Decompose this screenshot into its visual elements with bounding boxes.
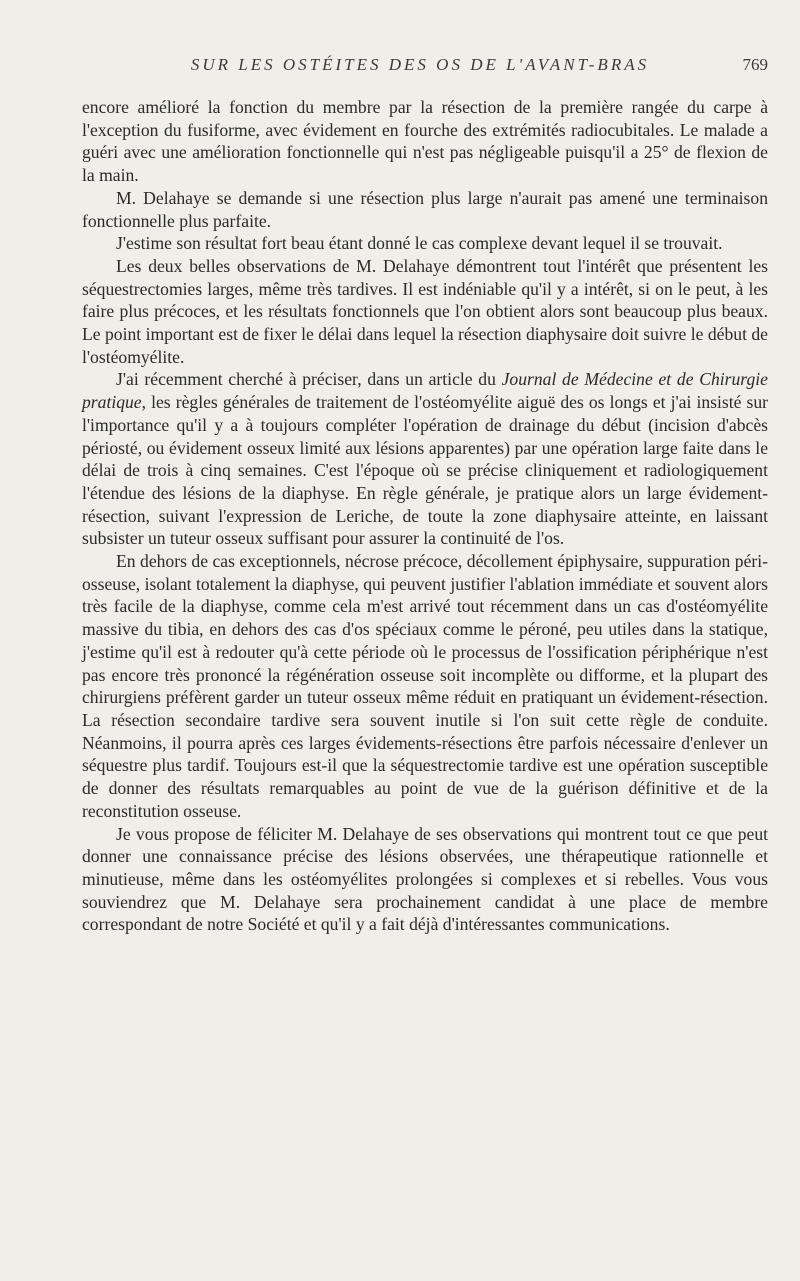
paragraph-1: encore amélioré la fonction du membre par la résection de la première rangée du carpe à l'exception du fusiforme, avec évidement en fourche des extrémités radiocubitales. Le malade a guéri avec une amélioration fonctionnelle qui n'est pas négligeable puisqu'il a 25° de flexion de la main. — [82, 97, 768, 186]
page-number: 769 — [742, 55, 768, 74]
body-text — [82, 96, 768, 936]
page-header — [80, 55, 768, 83]
paragraph-2: M. Delahaye se demande si une résection plus large n'aurait pas amené une terminaison fonctionnelle plus parfaite. — [82, 187, 768, 231]
paragraph-5 — [82, 368, 768, 550]
paragraph-4: Les deux belles observations de M. Delahaye démontrent tout l'intérêt que présentent les séquestrectomies larges, même très tardives. Il est indéniable qu'il y a intérêt, si on le peut, à les faire plus précoces, et les résultats fonctionnels que l'on obtient alors sont beaucoup plus beaux. Le point important est de fixer le délai dans lequel la résection diaphysaire doit suivre le début de l'ostéomyélite. — [82, 255, 768, 367]
paragraph-7: Je vous propose de féliciter M. Delahaye de ses observations qui montrent tout ce que peut donner une connaissance précise des lésions observées, une thérapeutique rationnelle et minutieuse, même dans les ostéomyélites prolongées si complexes et si rebelles. Vous vous souviendrez que M. Delahaye sera prochainement candidat à une place de membre correspondant de notre Société et qu'il y a fait déjà d'intéressantes communications. — [82, 823, 768, 935]
paragraph-5-after: , les règles générales de traitement de l'ostéomyélite aiguë des os longs et j'ai insisté sur l'importance qu'il y a à toujours compléter l'opération de drainage du début (incision d'abcès périosté, ou évidement osseux limité aux lésions apparentes) par une opération large faite dans le délai de trois à cinq semaines. C'est l'époque où se précise cliniquement et radiologiquement l'étendue des lésions de la diaphyse. En règle générale, je pratique alors un large évidement-résection, suivant l'expression de Leriche, de toute la zone diaphysaire atteinte, en laissant subsister un tuteur osseux suffisant pour assurer la continuité de l'os. — [82, 392, 768, 549]
running-title: SUR LES OSTÉITES DES OS DE L'AVANT-BRAS — [190, 55, 650, 74]
paragraph-3: J'estime son résultat fort beau étant donné le cas complexe devant lequel il se trouvait. — [116, 233, 723, 254]
journal-title: Journal de Médecine et de Chirurgie pratique — [82, 369, 768, 413]
paragraph-5-before: J'ai récemment cherché à préciser, dans un article du — [116, 369, 502, 390]
paragraph-6: En dehors de cas exceptionnels, nécrose précoce, décollement épiphysaire, suppuration péri-osseuse, isolant totalement la diaphyse, qui peuvent justifier l'ablation immédiate et souvent alors très facile de la diaphyse, comme cela m'est arrivé tout récemment dans un cas d'ostéomyélite massive du tibia, en dehors des cas d'os spéciaux comme le péroné, peu utiles dans la statique, j'estime qu'il est à redouter qu'à cette période où le processus de l'ossification périphérique n'est pas encore très prononcé la régénération osseuse soit incomplète ou difforme, et la plupart des chirurgiens préfèrent garder un tuteur osseux même réduit en pratiquant un évidement-résection. La résection secondaire tardive sera souvent inutile si l'on suit cette règle de conduite. Néanmoins, il pourra après ces larges évidements-résections être parfois nécessaire d'enlever un séquestre plus tardif. Toujours est-il que la séquestrectomie tardive est une opération susceptible de donner des résultats remarquables au point de vue de la guérison définitive et de la reconstitution osseuse. — [82, 551, 768, 821]
